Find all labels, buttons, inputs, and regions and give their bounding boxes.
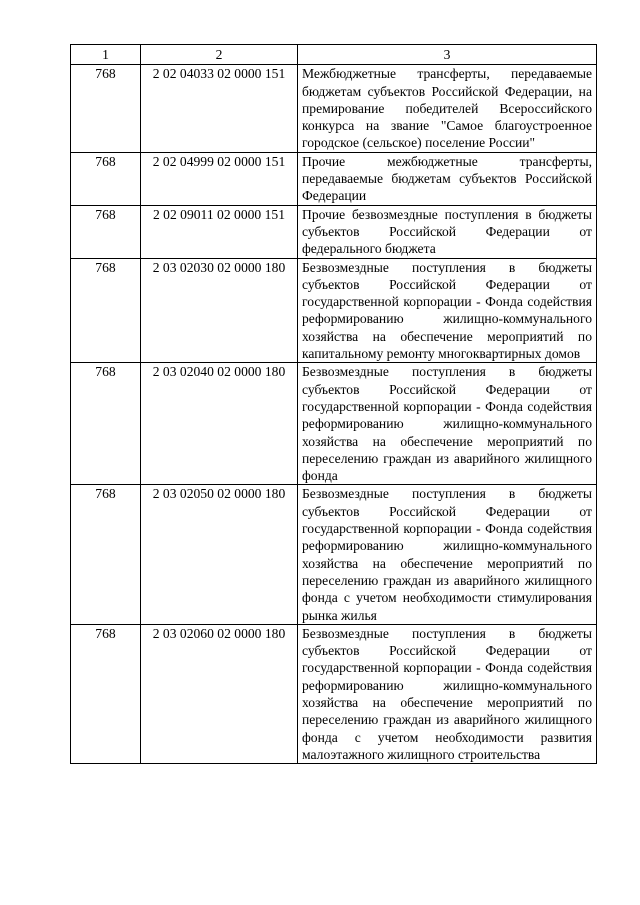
table-row — [71, 624, 597, 763]
revenue-name-cell: Безвозмездные поступления в бюджеты субъектов Российской Федерации от государственной корпорации - Фонда содействия реформированию жилищно-коммунального хозяйства на обеспечение мероприятий по переселению граждан из аварийного жилищного фонда — [298, 363, 597, 485]
column-number-3: 3 — [298, 45, 597, 65]
revenue-code-cell: 2 03 02030 02 0000 180 — [141, 258, 298, 363]
table-row — [71, 65, 597, 152]
table-row — [71, 205, 597, 258]
revenue-code-cell: 2 02 09011 02 0000 151 — [141, 205, 298, 258]
table-row — [71, 152, 597, 205]
revenue-code-cell: 2 03 02050 02 0000 180 — [141, 485, 298, 624]
revenue-name-cell: Прочие межбюджетные трансферты, передаваемые бюджетам субъектов Российской Федерации — [298, 152, 597, 205]
revenue-name-cell: Безвозмездные поступления в бюджеты субъектов Российской Федерации от государственной корпорации - Фонда содействия реформированию жилищно-коммунального хозяйства на обеспечение мероприятий по переселению граждан из аварийного жилищного фонда с учетом необходимости развития малоэтажного жилищного строительства — [298, 624, 597, 763]
column-number-2: 2 — [141, 45, 298, 65]
revenue-code-cell: 2 03 02040 02 0000 180 — [141, 363, 298, 485]
revenue-code-cell: 2 02 04999 02 0000 151 — [141, 152, 298, 205]
revenue-code-cell: 2 03 02060 02 0000 180 — [141, 624, 298, 763]
admin-code-cell: 768 — [71, 65, 141, 152]
table-row — [71, 363, 597, 485]
revenue-name-cell: Межбюджетные трансферты, передаваемые бюджетам субъектов Российской Федерации, на премирование победителей Всероссийского конкурса на звание "Самое благоустроенное городское (сельское) поселение России" — [298, 65, 597, 152]
budget-revenue-table — [70, 44, 597, 764]
admin-code-cell: 768 — [71, 152, 141, 205]
admin-code-cell: 768 — [71, 485, 141, 624]
column-number-row — [71, 45, 597, 65]
table-row — [71, 258, 597, 363]
column-number-1: 1 — [71, 45, 141, 65]
admin-code-cell: 768 — [71, 624, 141, 763]
admin-code-cell: 768 — [71, 258, 141, 363]
revenue-name-cell: Прочие безвозмездные поступления в бюджеты субъектов Российской Федерации от федерального бюджета — [298, 205, 597, 258]
revenue-code-cell: 2 02 04033 02 0000 151 — [141, 65, 298, 152]
revenue-name-cell: Безвозмездные поступления в бюджеты субъектов Российской Федерации от государственной корпорации - Фонда содействия реформированию жилищно-коммунального хозяйства на обеспечение мероприятий по капитальному ремонту многоквартирных домов — [298, 258, 597, 363]
table-row — [71, 485, 597, 624]
admin-code-cell: 768 — [71, 363, 141, 485]
revenue-name-cell: Безвозмездные поступления в бюджеты субъектов Российской Федерации от государственной корпорации - Фонда содействия реформированию жилищно-коммунального хозяйства на обеспечение мероприятий по переселению граждан из аварийного жилищного фонда с учетом необходимости стимулирования рынка жилья — [298, 485, 597, 624]
admin-code-cell: 768 — [71, 205, 141, 258]
